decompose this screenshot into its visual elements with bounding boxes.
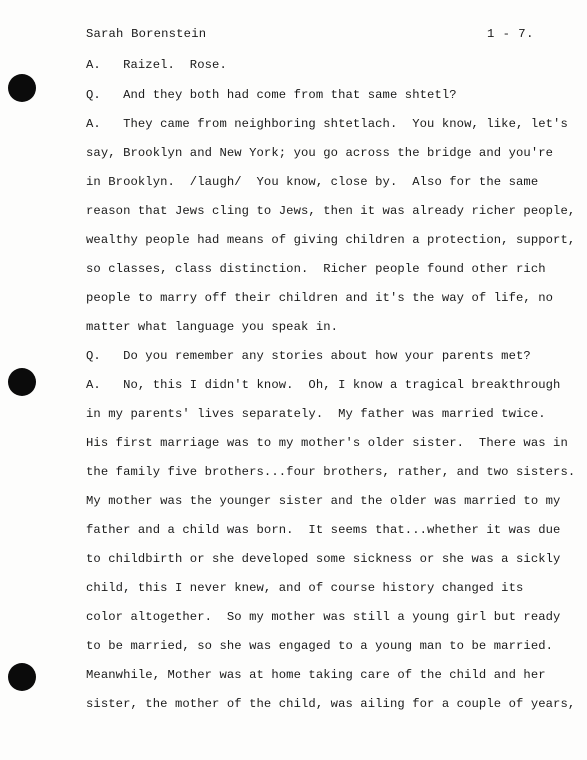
transcript-line: say, Brooklyn and New York; you go across the bridge and you're <box>86 146 554 160</box>
binder-hole-top <box>8 74 36 102</box>
transcript-line: matter what language you speak in. <box>86 320 339 334</box>
transcript-line: A. They came from neighboring shtetlach. You know, like, let's <box>86 117 568 131</box>
transcript-line: A. Raizel. Rose. <box>86 58 227 72</box>
transcript-line: to be married, so she was engaged to a young man to be married. <box>86 639 554 653</box>
transcript-line: sister, the mother of the child, was ailing for a couple of years, <box>86 697 576 711</box>
transcript-line: Q. Do you remember any stories about how your parents met? <box>86 349 531 363</box>
transcript-line: father and a child was born. It seems that...whether it was due <box>86 523 561 537</box>
transcript-line: wealthy people had means of giving children a protection, support, <box>86 233 576 247</box>
transcript-line: so classes, class distinction. Richer people found other rich <box>86 262 546 276</box>
transcript-line: people to marry off their children and it's the way of life, no <box>86 291 554 305</box>
transcript-line: reason that Jews cling to Jews, then it was already richer people, <box>86 204 576 218</box>
transcript-line: Meanwhile, Mother was at home taking care of the child and her <box>86 668 546 682</box>
transcript-line: in Brooklyn. /laugh/ You know, close by. Also for the same <box>86 175 539 189</box>
binder-hole-middle <box>8 368 36 396</box>
transcript-line: My mother was the younger sister and the older was married to my <box>86 494 561 508</box>
transcript-line: color altogether. So my mother was still a young girl but ready <box>86 610 561 624</box>
header-page-number: 1 - 7. <box>487 27 534 41</box>
transcript-line: Q. And they both had come from that same shtetl? <box>86 88 457 102</box>
transcript-line: the family five brothers...four brothers, rather, and two sisters. <box>86 465 576 479</box>
transcript-line: A. No, this I didn't know. Oh, I know a tragical breakthrough <box>86 378 561 392</box>
header-interviewee-name: Sarah Borenstein <box>86 27 207 41</box>
transcript-line: to childbirth or she developed some sickness or she was a sickly <box>86 552 561 566</box>
transcript-line: His first marriage was to my mother's older sister. There was in <box>86 436 568 450</box>
transcript-line: child, this I never knew, and of course history changed its <box>86 581 524 595</box>
binder-hole-bottom <box>8 663 36 691</box>
transcript-line: in my parents' lives separately. My father was married twice. <box>86 407 546 421</box>
